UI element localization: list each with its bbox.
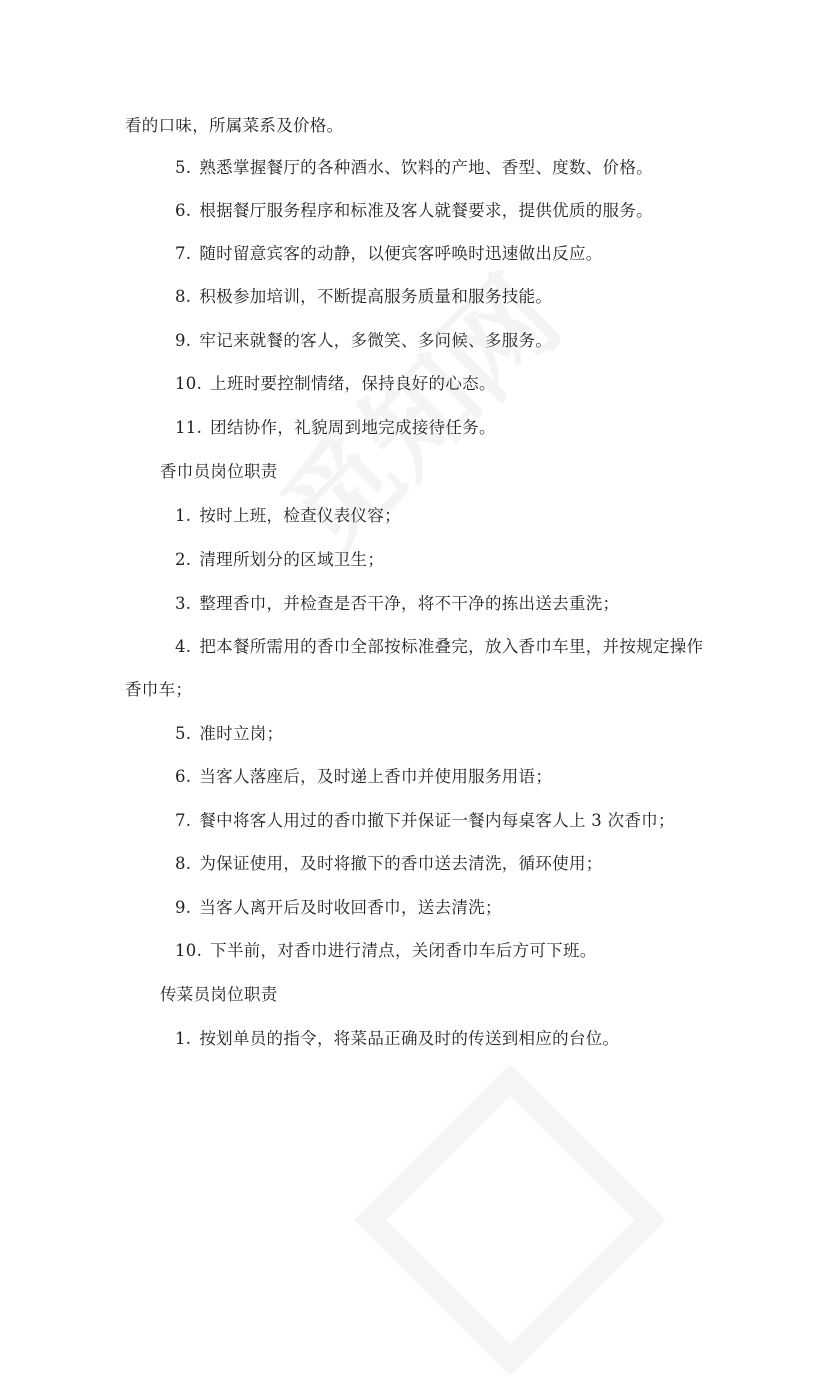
list-item-number: 8. xyxy=(175,854,192,873)
list-item-text: 当客人离开后及时收回香巾，送去清洗； xyxy=(199,898,502,917)
list-item xyxy=(175,724,283,744)
list-item-number: 9. xyxy=(175,331,192,350)
list-item-number: 6. xyxy=(175,201,192,220)
list-item-number: 1. xyxy=(175,1029,192,1048)
list-item-text: 按划单员的指令，将菜品正确及时的传送到相应的台位。 xyxy=(199,1029,620,1048)
list-item-number: 9. xyxy=(175,898,192,917)
list-item-number: 6. xyxy=(175,767,192,786)
list-item-number: 7. xyxy=(175,811,192,830)
list-item xyxy=(175,594,619,614)
list-item-text: 餐中将客人用过的香巾撤下并保证一餐内每桌客人上 3 次香巾； xyxy=(199,811,675,830)
list-item-text: 根据餐厅服务程序和标准及客人就餐要求，提供优质的服务。 xyxy=(199,201,653,220)
list-item-text: 整理香巾，并检查是否干净，将不干净的拣出送去重洗； xyxy=(199,594,620,613)
list-item-text: 按时上班，检查仪表仪容； xyxy=(199,506,401,525)
watermark-logo-icon xyxy=(354,1064,665,1375)
list-item xyxy=(175,201,653,221)
list-item xyxy=(175,550,384,570)
list-item-text: 团结协作，礼貌周到地完成接待任务。 xyxy=(210,418,496,437)
list-item-number: 3. xyxy=(175,594,192,613)
list-item-number: 7. xyxy=(175,244,192,263)
list-item-text: 熟悉掌握餐厅的各种酒水、饮料的产地、香型、度数、价格。 xyxy=(199,158,653,177)
list-item-number: 5. xyxy=(175,724,192,743)
list-item-number: 8. xyxy=(175,287,192,306)
list-item-text: 为保证使用，及时将撤下的香巾送去清洗，循环使用； xyxy=(199,854,603,873)
list-item xyxy=(175,767,552,787)
list-item-text: 把本餐所需用的香巾全部按标准叠完，放入香巾车里，并按规定操作 xyxy=(199,637,704,656)
list-item-text: 随时留意宾客的动静，以便宾客呼唤时迅速做出反应。 xyxy=(199,244,603,263)
list-item-text: 牢记来就餐的客人，多微笑、多问候、多服务。 xyxy=(199,331,553,350)
list-item xyxy=(175,287,552,307)
list-item xyxy=(175,941,597,961)
list-item-text: 清理所划分的区域卫生； xyxy=(199,550,385,569)
paragraph-continuation: 看的口味，所属菜系及价格。 xyxy=(125,116,344,135)
list-item-number: 2. xyxy=(175,550,192,569)
list-item xyxy=(175,331,552,351)
list-item xyxy=(175,1029,619,1049)
section-heading: 香巾员岗位职责 xyxy=(160,462,278,481)
list-item-number: 10. xyxy=(175,374,203,393)
list-item xyxy=(175,374,496,394)
list-item-text: 积极参加培训，不断提高服务质量和服务技能。 xyxy=(199,287,553,306)
list-item-text: 上班时要控制情绪，保持良好的心态。 xyxy=(210,374,496,393)
list-item xyxy=(175,854,603,874)
list-item-text: 当客人落座后，及时递上香巾并使用服务用语； xyxy=(199,767,553,786)
list-item-number: 11. xyxy=(175,418,203,437)
list-item xyxy=(175,158,653,178)
list-item-number: 10. xyxy=(175,941,203,960)
list-item xyxy=(175,244,603,264)
list-item xyxy=(175,506,401,526)
list-item xyxy=(175,898,502,918)
list-item-number: 5. xyxy=(175,158,192,177)
list-item xyxy=(175,811,675,831)
list-item-continuation: 香巾车； xyxy=(125,680,193,699)
list-item-number: 1. xyxy=(175,506,192,525)
list-item-text: 准时立岗； xyxy=(199,724,284,743)
section-heading: 传菜员岗位职责 xyxy=(160,985,278,1004)
list-item-number: 4. xyxy=(175,637,192,656)
list-item-text: 下半前，对香巾进行清点，关闭香巾车后方可下班。 xyxy=(210,941,597,960)
list-item xyxy=(175,637,703,657)
list-item xyxy=(175,418,496,438)
